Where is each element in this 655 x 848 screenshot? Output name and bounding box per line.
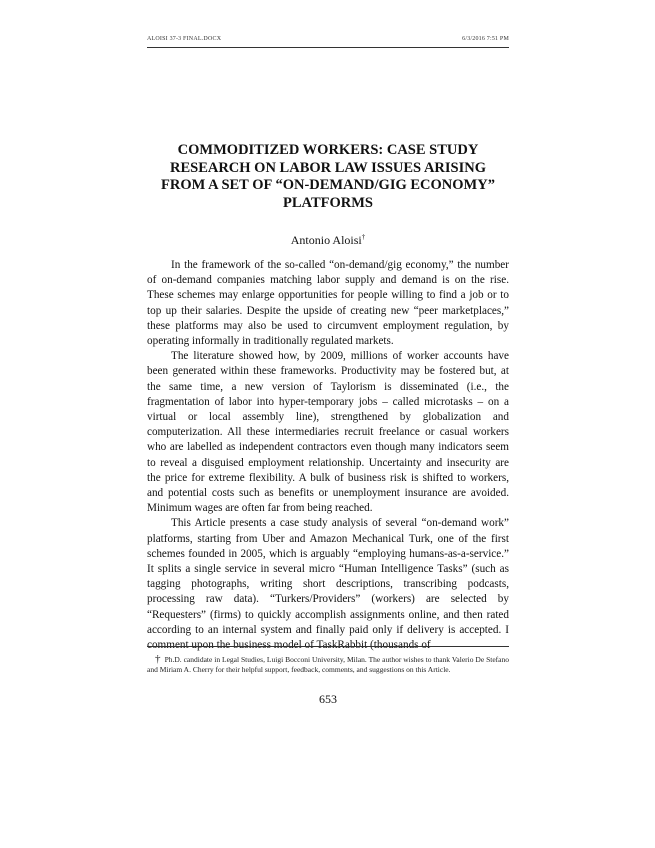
author-footnote-mark: † [361, 233, 366, 241]
author-name: Antonio Aloisi [290, 233, 362, 247]
footnote-text: Ph.D. candidate in Legal Studies, Luigi Bocconi University, Milan. The author wishes to thank Valerio De Stefano and Miriam A. Cherry for their helpful support, feedback, comments, and suggestions on this Article. [147, 655, 510, 675]
article-title: COMMODITIZED WORKERS: CASE STUDY RESEARCH ON LABOR LAW ISSUES ARISING FROM A SET OF “ON-DEMAND/GIG ECONOMY” PLATFORMS [161, 142, 495, 211]
footnote-rule [147, 646, 509, 647]
body-paragraph-3: This Article presents a case study analysis of several “on-demand work” platforms, starting from Uber and Amazon Mechanical Turk, one of the first schemes founded in 2005, which is arguably “employing humans-as-a-service.” It splits a single service in several micro “Human Intelligence Tasks” (such as tagging photographs, writing short descriptions, transcribing podcasts, processing raw data). “Turkers/Providers” (workers) are selected by “Requesters” (firms) to quickly accomplish assignments online, and then rated according to an internal system and finally paid only if delivery is accepted. I comment upon the business model of TaskRabbit (thousands of [147, 517, 509, 652]
abstract-body [147, 258, 509, 653]
body-paragraph-2: The literature showed how, by 2009, millions of worker accounts have been generated within these frameworks. Productivity may be fostered but, at the same time, a new version of Taylorism is disseminated (i.e., the fragmentation of labor into hyper-temporary jobs – called microtasks – on a virtual or local assembly line), strengthened by globalization and computerization. All these intermediaries recruit freelance or casual workers who are labelled as independent contractors even though many indicators seem to reveal a disguised employment relationship. Uncertainty and insecurity are the price for extreme flexibility. A bulk of business risk is shifted to workers, and potential costs such as benefits or unemployment insurance are avoided. Minimum wages are often far from being reached. [147, 350, 509, 515]
body-paragraph-1: In the framework of the so-called “on-demand/gig economy,” the number of on-demand companies matching labor supply and demand is on the rise. These schemes may enlarge opportunities for people willing to find a job or to top up their salaries. Despite the upside of creating new “peer marketplaces,” these platforms may also be used to circumvent employment regulation, by operating informally in traditionally regulated markets. [147, 259, 509, 348]
page-number: 653 [319, 692, 337, 706]
footnote [147, 654, 509, 675]
footnote-mark: † [155, 653, 161, 665]
header-rule [147, 47, 509, 48]
author-line [147, 233, 509, 248]
running-head [147, 36, 509, 42]
running-head-timestamp: 6/3/2016 7:51 PM [462, 36, 509, 42]
running-head-filename: ALOISI 37-3 FINAL.DOCX [147, 36, 222, 42]
